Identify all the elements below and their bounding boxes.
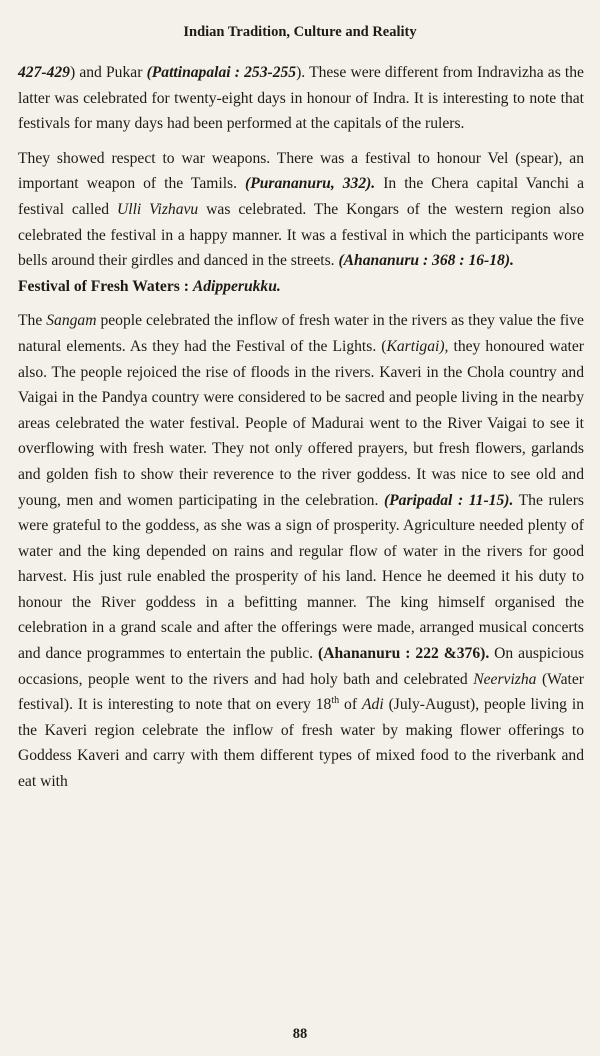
citation-pattinapalai: (Pattinapalai : 253-255 [146,64,297,81]
page-number: 88 [292,1026,308,1042]
term-kartigai: Kartigai), [386,337,449,355]
running-title: Indian Tradition, Culture and Reality [183,24,417,40]
citation-pages: 427-429 [18,64,70,81]
term-adipperukku: Adipperukku. [192,277,281,295]
term-neervizha: Neervizha [473,670,537,688]
citation-ahananuru-222: (Ahananuru : 222 &376). [318,645,490,663]
citation-ahananuru-368: (Ahananuru : 368 : 16-18). [338,252,514,270]
citation-purananuru: (Purananuru, 332). [245,175,376,193]
term-sangam: Sangam [46,312,97,330]
citation-paripadal: (Paripadal : 11-15). [383,491,514,509]
paragraph-3: The Sangam people celebrated the inflow of fresh water in the rivers as they value the five natural elements. As they had the Festival of the Lights. (Kartigai), they honoured water also. The people rejoiced the rise of floods in the rivers. Kaveri in the Chola country and Vaigai in the Pandya country were considered to be sacred and people living in the nearby areas celebrated the water festival. People of Madurai went to the River Vaigai to see it overflowing with fresh water. They not only offered prayers, but fresh flowers, garlands and golden fish to show their reverence to the river goddess. It was nice to see old and young, men and women participating in the celebration. (Paripadal : 11-15). The rulers were grateful to the goddess, as she was a sign of prosperity. Agriculture needed plenty of water and the king depended on rains and regular flow of water in the rivers for good harvest. His just rule enabled the prosperity of his land. Hence he deemed it his duty to honour the River goddess in a befitting manner. The king himself organised the celebration in a grand scale and after the offerings were made, arranged musical concerts and dance programmes to entertain the public. (Ahananuru : 222 &376). On auspicious occasions, people went to the rivers and had holy bath and celebrated Neervizha (Water festival). It is interesting to note that on every 18th of Adi (July-August), people living in the Kaveri region celebrate the inflow of fresh water by making flower offerings to Goddess Kaveri and carry with them different types of mixed food to the riverbank and eat with [18,312,585,791]
body-text [18,60,584,795]
paragraph-2: They showed respect to war weapons. There was a festival to honour Vel (spear), an important weapon of the Tamils. (Purananuru, 332). In the Chera capital Vanchi a festival called Ulli Vizhavu was celebrated. The Kongars of the western region also celebrated the festival in a happy manner. It was a festival in which the participants wore bells around their girdles and danced in the streets. (Ahananuru : 368 : 16-18). [18,149,584,270]
paragraph-1: 427-429) and Pukar (Pattinapalai : 253-255). These were different from Indravizha as the latter was celebrated for twenty-eight days in honour of Indra. It is interesting to note that festivals for many days had been performed at the capitals of the rulers. [18,64,584,133]
term-ulli-vizhavu: Ulli Vizhavu [116,200,199,218]
ordinal-suffix: th [331,695,340,707]
term-adi: Adi [362,696,384,714]
section-heading: Festival of Fresh Waters : Adipperukku. [18,277,281,295]
